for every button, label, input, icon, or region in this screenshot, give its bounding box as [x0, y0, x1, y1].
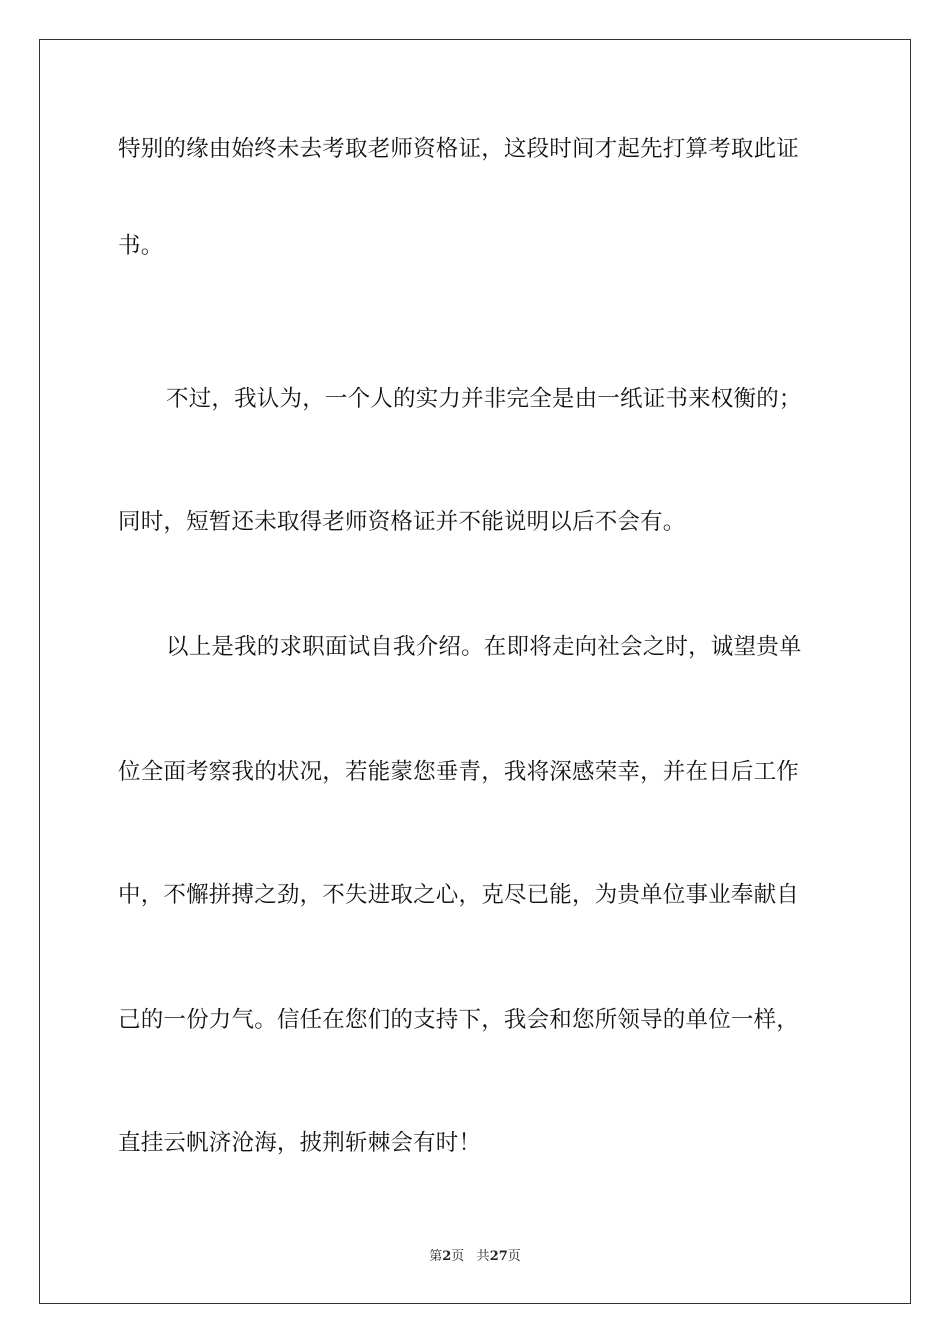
text-line-8: 己的一份力气。信任在您们的支持下，我会和您所领导的单位一样，	[118, 1007, 800, 1033]
page-footer	[0, 1248, 950, 1266]
text-line-7: 中，不懈拼搏之劲，不失进取之心，克尽已能，为贵单位事业奉献自	[118, 882, 800, 908]
total-pages: 27	[489, 1249, 508, 1264]
text-line-9: 直挂云帆济沧海，披荆斩棘会有时！	[118, 1130, 482, 1156]
text-line-6: 位全面考察我的状况，若能蒙您垂青，我将深感荣幸，并在日后工作	[118, 759, 800, 785]
total-prefix: 共	[476, 1249, 490, 1264]
page-number: 2	[442, 1249, 452, 1264]
page-prefix: 第	[429, 1249, 443, 1264]
page-suffix: 页	[451, 1249, 465, 1264]
text-line-5: 以上是我的求职面试自我介绍。在即将走向社会之时，诚望贵单	[166, 634, 802, 660]
text-line-2: 书。	[118, 233, 164, 259]
text-line-1: 特别的缘由始终未去考取老师资格证，这段时间才起先打算考取此证	[118, 136, 800, 162]
total-suffix: 页	[507, 1249, 521, 1264]
text-line-4: 同时，短暂还未取得老师资格证并不能说明以后不会有。	[118, 509, 686, 535]
text-line-3: 不过，我认为，一个人的实力并非完全是由一纸证书来权衡的；	[166, 386, 802, 412]
page-border	[39, 39, 911, 1304]
